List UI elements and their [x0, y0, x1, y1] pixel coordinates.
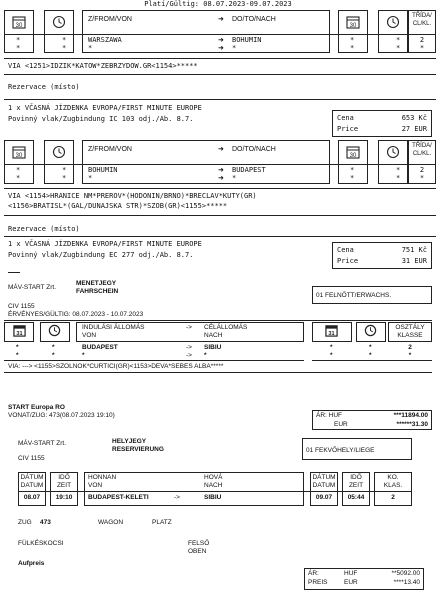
- price-huf: **5092.00: [391, 570, 420, 577]
- arrow-icon: ➜: [218, 175, 224, 182]
- to-station: SIBIU: [204, 494, 222, 501]
- class-value-2: *: [419, 174, 425, 182]
- arr-date-value: *: [330, 352, 333, 359]
- to-header-de: NACH: [204, 482, 223, 489]
- to-header: DO/TO/NACH: [232, 146, 276, 153]
- ticket-title-de: FAHRSCHEIN: [76, 288, 119, 295]
- class-header: OSZTÁLY: [395, 324, 425, 331]
- via-route-line2: <1156>BRATISL*(GAL/DUNAJSKA STR)*SZOB(GR)<1155>*****: [8, 202, 228, 210]
- to-header: DO/TO/NACH: [232, 16, 276, 23]
- from-header: Z/FROM/VON: [88, 146, 132, 153]
- passenger-type: 01 FELNŐTT/ERWACHS.: [316, 292, 392, 299]
- class-header-de: KLASSE: [397, 332, 423, 339]
- arrow-icon: ➜: [218, 16, 224, 23]
- calendar-icon: [346, 145, 360, 159]
- date-header: DÁTUM: [20, 474, 44, 481]
- arr-time-value: *: [396, 44, 401, 52]
- clock-icon: [52, 15, 66, 29]
- civ-code: CIV 1155: [8, 303, 35, 310]
- wagon-label: WAGON: [98, 519, 124, 526]
- arrow: ->: [186, 324, 192, 331]
- dep-time-value: *: [62, 174, 67, 182]
- from-station-2: *: [88, 174, 93, 182]
- from-header: HONNAN: [88, 474, 117, 481]
- date-header-de: DATUM: [20, 482, 44, 489]
- calendar-icon: [12, 145, 26, 159]
- ticket-title: MENETJEGY: [76, 280, 117, 287]
- dep-time-value: *: [62, 44, 67, 52]
- price-box: [332, 242, 432, 269]
- ticket2-route-grid: [4, 140, 436, 184]
- from-station: BUDAPEST: [82, 344, 118, 351]
- from-header-de: VON: [82, 332, 97, 339]
- reservation-type: 01 FEKVŐHELY/LIEGE: [306, 447, 375, 454]
- to-station: BOHUMIN: [232, 36, 262, 44]
- ticket4: [14, 436, 432, 598]
- class-value-2: *: [408, 352, 412, 359]
- to-station-2: *: [232, 44, 237, 52]
- company-name: MÁV-START Zrt.: [8, 284, 57, 291]
- validity: ÉRVÉNYES/GÜLTIG: 08.07.2023 - 10.07.2023: [8, 311, 144, 318]
- from-header: INDULÁSI ÁLLOMÁS: [82, 324, 145, 331]
- class-header: TŘÍDA/ CL/KL.: [412, 143, 432, 157]
- class-header-de: KLAS.: [383, 482, 403, 489]
- time-header-de: ZEIT: [56, 482, 72, 489]
- arrow-icon: ➜: [218, 146, 224, 153]
- arrow: ->: [174, 494, 180, 501]
- to-station: BUDAPEST: [232, 166, 266, 174]
- arrow-icon: ➜: [218, 45, 224, 52]
- price-value: 31 EUR: [401, 257, 427, 265]
- to-station-2: *: [204, 352, 207, 359]
- eur-label: EUR: [334, 421, 348, 428]
- via-route: VIA <1251>IDZIK*KATOW*ZEBRZYDOW.GR<1154>*****: [8, 62, 198, 70]
- coach-type: FÜLKÉSKOCSI: [18, 540, 64, 547]
- from-header-de: VON: [88, 482, 103, 489]
- from-station: BUDAPEST-KELETI: [88, 494, 149, 501]
- product-name: 1 x VČASNÁ JÍZDENKA EVROPA/FIRST MINUTE EUROPE: [8, 104, 202, 112]
- price-eur: ****13.40: [393, 579, 420, 586]
- arr-date: 09.07: [315, 494, 333, 501]
- to-header: HOVÁ: [204, 474, 223, 481]
- clock-icon: [364, 324, 377, 337]
- to-header: CÉLÁLLOMÁS: [204, 324, 248, 331]
- date-header-de: DATUM: [312, 482, 336, 489]
- time-header: IDŐ: [350, 474, 362, 481]
- cena-value: 751 Kč: [401, 246, 427, 254]
- dep-date: 08.07: [23, 494, 41, 501]
- civ-code: CIV 1155: [18, 455, 45, 462]
- date-header: DÁTUM: [312, 474, 336, 481]
- arrow: ->: [186, 344, 192, 351]
- calendar-icon: [346, 15, 360, 29]
- arr-time-value: *: [396, 166, 401, 174]
- arrow-icon: ➜: [218, 37, 224, 44]
- time-header: IDŐ: [58, 474, 70, 481]
- svg-text:31: 31: [16, 331, 23, 337]
- svg-text:31: 31: [328, 331, 335, 337]
- svg-text:30: 30: [15, 153, 23, 159]
- to-station-2: *: [232, 174, 237, 182]
- class-value: 2: [391, 494, 395, 501]
- berth-position-de: OBEN: [188, 548, 207, 555]
- preis-label: PREIS: [308, 579, 328, 586]
- train-info: VONAT/ZUG: 473(08.07.2023 19:10): [8, 412, 115, 419]
- dep-time: 19:10: [55, 494, 73, 501]
- class-header: TŘÍDA/ CL/KL.: [412, 13, 432, 27]
- clock-icon: [48, 324, 61, 337]
- class-value: 2: [408, 344, 412, 351]
- ticket-title: HELYJEGY: [112, 438, 147, 445]
- to-header-de: NACH: [204, 332, 223, 339]
- cena-label: Cena: [337, 114, 354, 122]
- via-route: VIA: ---> <1155>SZOLNOK*CURTICI(GR)<1153>DEVA*SEBES ALBA*****: [8, 363, 224, 370]
- product-name: 1 x VČASNÁ JÍZDENKA EVROPA/FIRST MINUTE EUROPE: [8, 240, 202, 248]
- price-label: ÁR: HUF: [316, 412, 342, 419]
- dep-time-value: *: [52, 344, 55, 351]
- arr-time-value: *: [396, 174, 401, 182]
- arr-date-value: *: [350, 36, 355, 44]
- class-value: 2: [419, 166, 425, 174]
- svg-text:30: 30: [15, 23, 23, 29]
- class-value-2: *: [419, 44, 425, 52]
- arr-time-value: *: [369, 352, 372, 359]
- price-label: Price: [337, 125, 359, 133]
- company-name: MÁV-START Zrt.: [18, 440, 67, 447]
- dep-date-value: *: [16, 44, 21, 52]
- arrow: ->: [186, 352, 192, 359]
- price-label: Price: [337, 257, 359, 265]
- dep-time-value: *: [52, 352, 55, 359]
- zug-value: 473: [40, 519, 51, 526]
- from-station: WARSZAWA: [88, 36, 122, 44]
- huf-label: HUF: [344, 570, 358, 577]
- dep-date-value: *: [16, 352, 19, 359]
- from-station: BOHUMIN: [88, 166, 118, 174]
- time-header-de: ZEIT: [348, 482, 364, 489]
- ticket-title-de: RESERVIERUNG: [112, 446, 164, 453]
- dep-date-value: *: [16, 174, 21, 182]
- price-value: 27 EUR: [401, 125, 427, 133]
- clock-icon: [386, 145, 400, 159]
- dep-date-value: *: [16, 344, 19, 351]
- arr-date-value: *: [350, 44, 355, 52]
- calendar-icon: [325, 324, 338, 337]
- from-station-2: *: [82, 352, 85, 359]
- dep-time-value: *: [62, 36, 67, 44]
- arr-time-value: *: [369, 344, 372, 351]
- dep-date-value: *: [16, 36, 21, 44]
- calendar-icon: [13, 324, 26, 337]
- from-header: Z/FROM/VON: [88, 16, 132, 23]
- reservation-label: Rezervace (místo): [8, 83, 80, 91]
- calendar-icon: [12, 15, 26, 29]
- eur-label: EUR: [344, 579, 358, 586]
- arr-time: 05:44: [347, 494, 365, 501]
- platz-label: PLATZ: [152, 519, 172, 526]
- validity-header: Platí/Gültig: 08.07.2023-09.07.2023: [144, 0, 292, 8]
- cena-label: Cena: [337, 246, 354, 254]
- to-station: SIBIU: [204, 344, 222, 351]
- offer-name: START Europa RO: [8, 404, 65, 411]
- train-binding: Povinný vlak/Zugbindung EC 277 odj./Ab. 8.7.: [8, 251, 194, 259]
- arrow-icon: ➜: [218, 167, 224, 174]
- arr-date-value: *: [330, 344, 333, 351]
- arr-date-value: *: [350, 166, 355, 174]
- price-eur: ******31.30: [396, 421, 428, 428]
- price-label: ÁR:: [308, 570, 319, 577]
- cena-value: 653 Kč: [401, 114, 427, 122]
- dep-time-value: *: [62, 166, 67, 174]
- svg-text:30: 30: [349, 23, 357, 29]
- berth-position: FELSŐ: [188, 540, 210, 547]
- class-header: KO.: [387, 474, 399, 481]
- svg-text:30: 30: [349, 153, 357, 159]
- clock-icon: [386, 15, 400, 29]
- reservation-label: Rezervace (místo): [8, 225, 80, 233]
- dep-date-value: *: [16, 166, 21, 174]
- ticket3: [4, 276, 432, 428]
- ticket1-route-grid: [4, 10, 436, 53]
- arr-time-value: *: [396, 36, 401, 44]
- clock-icon: [52, 145, 66, 159]
- arr-date-value: *: [350, 174, 355, 182]
- surcharge-label: Aufpreis: [18, 560, 45, 567]
- train-binding: Povinný vlak/Zugbindung IC 103 odj./Ab. 8.7.: [8, 115, 194, 123]
- price-box: [332, 110, 432, 137]
- from-station-2: *: [88, 44, 93, 52]
- price-huf: ***11894.00: [393, 412, 428, 419]
- zug-label: ZUG: [18, 519, 32, 526]
- class-value: 2: [419, 36, 425, 44]
- via-route-line1: VIA <1154>HRANICE NM*PREROV*(HODONIN/BRNO)*BRECLAV*KUTY(GR): [8, 192, 257, 200]
